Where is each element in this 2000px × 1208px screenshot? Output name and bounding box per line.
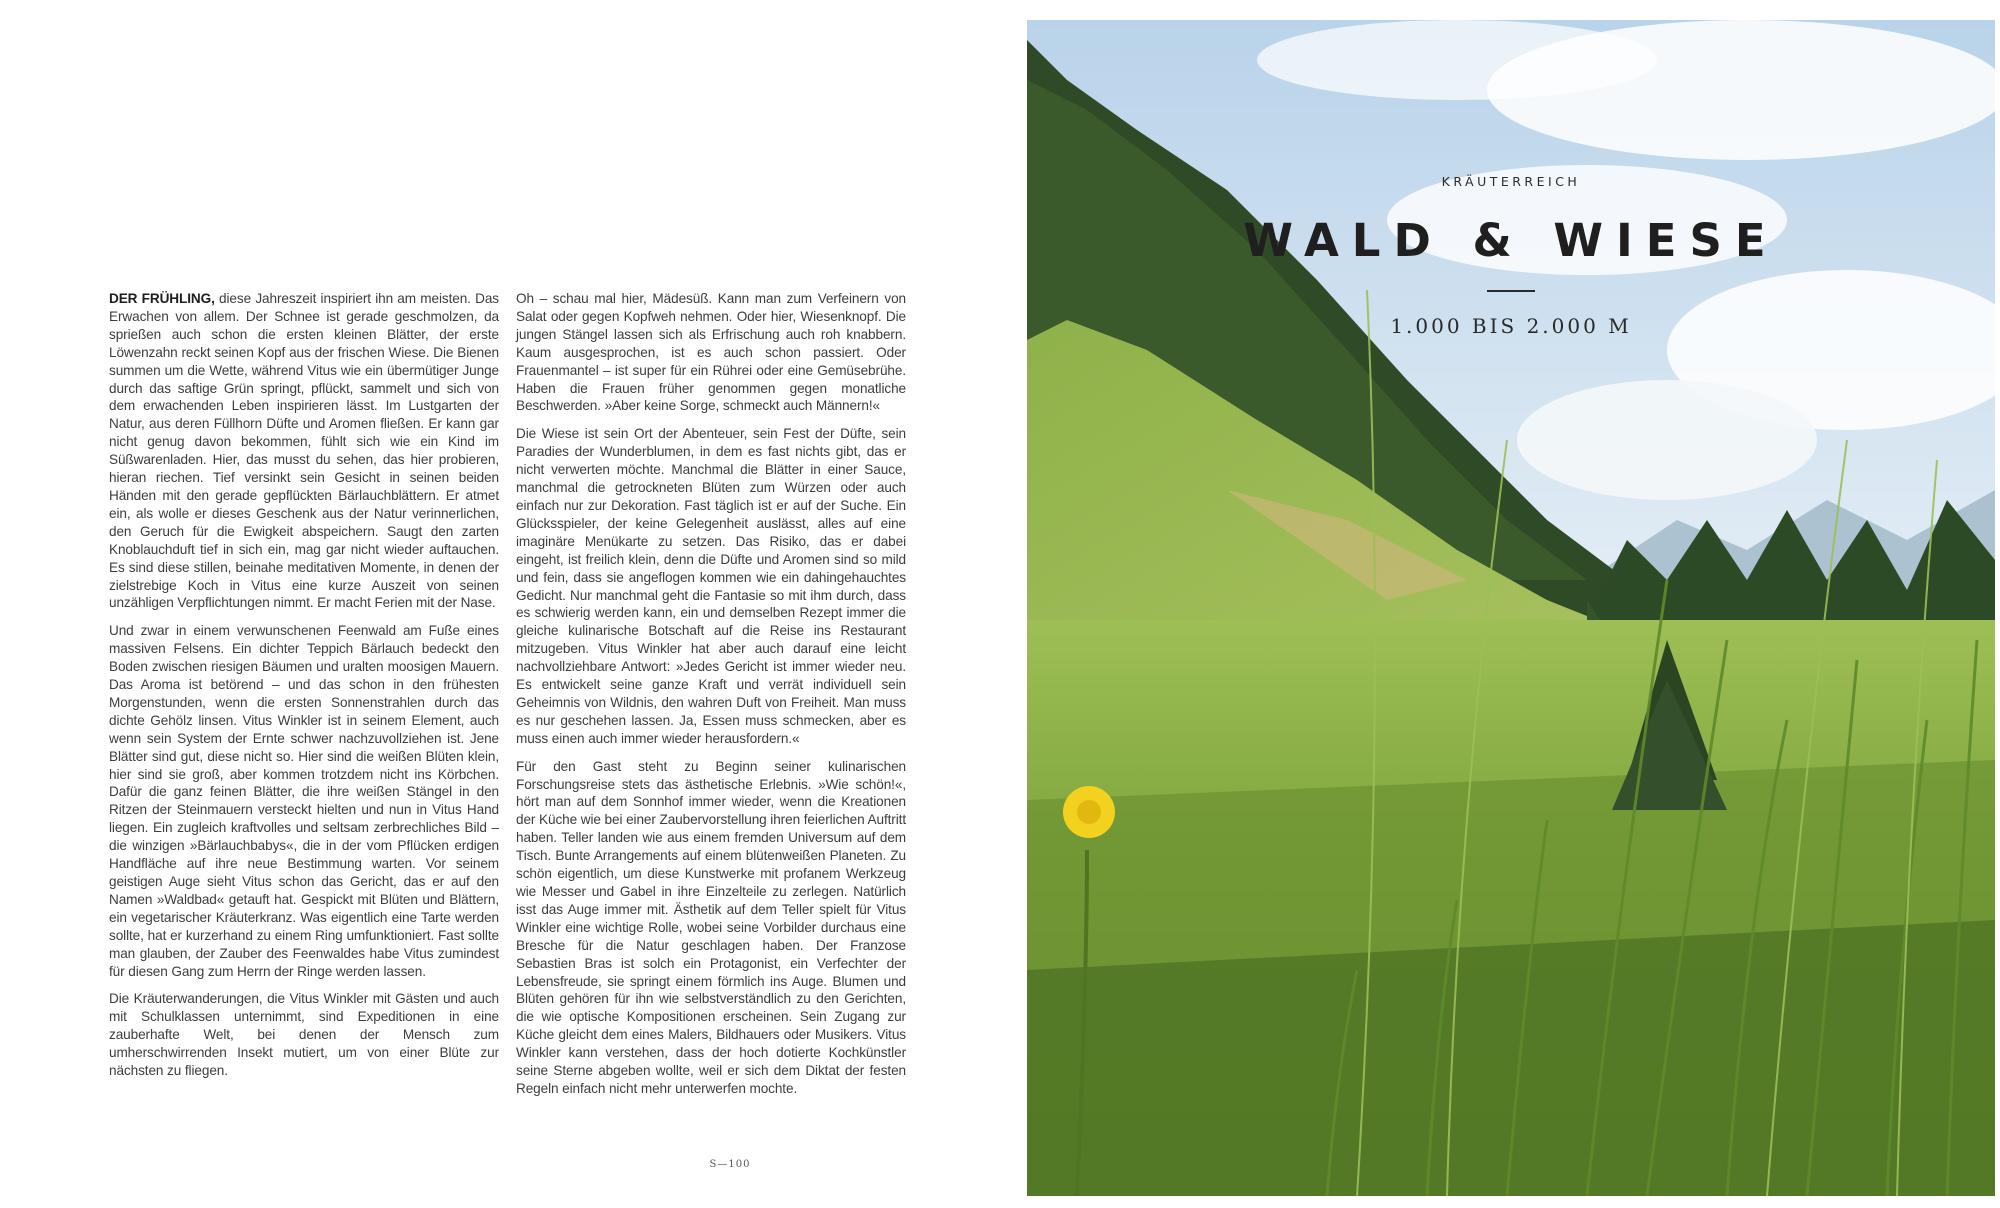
meadow-illustration — [1027, 20, 1995, 1196]
text-column-1 — [109, 290, 499, 1090]
meadow-photo — [1027, 20, 1995, 1196]
paragraph: Und zwar in einem verwunschenen Feenwald am Fuße eines massiven Felsens. Ein dichter Teppich Bärlauch bedeckt den Boden zwischen riesigen Bäumen und uralten moosigen Mauern. Das Aroma ist betörend – und das schon in den frühesten Morgenstunden, wenn die ersten Sonnenstrahlen durch das dichte Gehölz linsen. Vitus Winkler ist in seinem Element, auch wenn sein System der Ernte schwer nachzuvollziehen ist. Jene Blätter sind gut, diese nicht so. Hier sind die weißen Blüten klein, hier sind sie groß, aber kommen trotzdem nicht ins Körbchen. Dafür die ganz feinen Blätter, die ihre weißen Stängel in den Ritzen der Steinmauern versteckt hielten und nun in Vitus Hand liegen. Ein zugleich kraftvolles und seltsam zerbrechliches Bild – die winzigen »Bärlauchbabys«, die in der vom Pflücken erdigen Handfläche auf ihre neue Bestimmung warten. Vor seinem geistigen Auge sieht Vitus schon das Gericht, das er auf den Namen »Waldbad« getauft hat. Gespickt mit Blüten und Blättern, ein vegetarischer Kräuterkranz. Was eigentlich eine Tarte werden sollte, hat er kurzerhand zu einem Ring umfunktioniert. Fast sollte man glauben, der Zauber des Feenwaldes habe Vitus zumindest für diesen Gang zum Herrn der Ringe werden lassen. — [109, 623, 499, 979]
paragraph-text: diese Jahreszeit inspiriert ihn am meisten. Das Erwachen von allem. Der Schnee ist gerade geschmolzen, da sprießen auch schon die ersten kleinen Blätter, der erste Löwenzahn reckt seinen Kopf aus der frischen Wiese. Die Bienen summen um die Wette, während Vitus wie ein übermütiger Junge durch das saftige Grün springt, pflückt, sammelt und sich von dem erwachenden Leben inspirieren lässt. Im Lustgarten der Natur, aus deren Füllhorn Düfte und Aromen fließen. Er kann gar nicht genug davon bekommen, fühlt sich wie ein Kind im Süßwarenladen. Hier, das musst du sehen, das hier probieren, hieran riechen. Tief versinkt sein Gesicht in seinen beiden Händen mit den gerade gepflückten Bärlauchblättern. Er atmet ein, als wolle er dieses Geschenk aus der Natur verinnerlichen, den Geruch für die Ewigkeit abspeichern. Saugt den zarten Knoblauchduft tief in sich ein, mag gar nicht wieder auftauchen. Es sind diese stillen, beinahe meditativen Momente, in denen der zielstrebige Koch in Vitus eine kurze Auszeit von seinen unzähligen Verpflichtungen nimmt. Er macht Ferien mit der Nase. — [109, 291, 499, 611]
paragraph: Oh – schau mal hier, Mädesüß. Kann man zum Verfeinern von Salat oder gegen Kopfweh nehmen. Oder hier, Wiesenknopf. Die jungen Stängel lassen sich als Erfrischung auch roh knabbern. Kaum ausgesprochen, ist es auch schon passiert. Oder Frauenmantel – ist super für ein Rührei oder eine Gemüsebrühe. Haben die Frauen früher genommen gegen monatliche Beschwerden. »Aber keine Sorge, schmeckt auch Männern!« — [516, 291, 906, 414]
title-divider — [1487, 290, 1535, 292]
page-number: S—100 — [709, 1159, 751, 1170]
altitude-range: 1.000 BIS 2.000 M — [1390, 314, 1632, 338]
paragraph: Für den Gast steht zu Beginn seiner kulinarischen Forschungsreise stets das ästhetische Erlebnis. »Wie schön!«, hört man auf dem Sonnhof immer wieder, wenn die Kreationen der Küche wie bei einer Zaubervorstellung ihren feierlichen Auftritt haben. Teller landen wie aus einem fremden Universum auf dem Tisch. Bunte Arrangements auf einem blütenweißen Planeten. Zu schön eigentlich, um diese Kunstwerke mit profanem Werkzeug wie Messer und Gabel in ihre Einzelteile zu zerlegen. Natürlich isst das Auge immer mit. Ästhetik auf dem Teller spielt für Vitus Winkler eine wichtige Rolle, wobei seine Vorbilder durchaus eine Bresche für die Natur geschlagen haben. Der Franzose Sebastien Bras ist solch ein Protagonist, ein Verfechter der Lebensfreude, sie springt einem förmlich ins Auge. Blumen und Blüten gehören für ihn wie selbstverständlich zu den Gerichten, die wie optische Kompositionen erscheinen. Sein Zugang zur Küche gleicht dem eines Malers, Bildhauers oder Musikers. Vitus Winkler kann verstehen, dass der hoch dotierte Kochkünstler seine Sterne abgeben wollte, weil er sich dem Diktat der festen Regeln einfach nicht mehr unterwerfen mochte. — [516, 758, 906, 1096]
paragraph: Die Kräuterwanderungen, die Vitus Winkler mit Gästen und auch mit Schulklassen unternimmt, sind Expeditionen in eine zauberhafte Welt, bei denen der Mensch zum umherschwirrenden Insekt mutiert, um von einer Blüte zur nächsten zu fliegen. — [109, 991, 499, 1079]
text-column-2 — [516, 290, 906, 1108]
section-overline: KRÄUTERREICH — [1441, 174, 1581, 189]
lead-in: DER FRÜHLING, — [109, 291, 215, 306]
feature-title: WALD & WIESE — [1243, 214, 1779, 267]
paragraph — [109, 290, 499, 612]
paragraph: Die Wiese ist sein Ort der Abenteuer, sein Fest der Düfte, sein Paradies der Wunderblumen, in dem es fast nichts gibt, das er nicht verwerten möchte. Manchmal die Blätter in einer Sauce, manchmal die getrockneten Blüten zum Würzen oder auch einfach nur zur Dekoration. Fast täglich ist er auf der Suche. Ein Glücksspieler, der keine Gelegenheit auslässt, alles auf eine imaginäre Menükarte zu setzen. Das Risiko, das er dabei eingeht, ist freilich klein, denn die Düfte und Aromen sind so mild und fein, dass sie angeflogen kommen wie ein dahingehauchtes Gedicht. Nur manchmal geht die Fantasie so mit ihm durch, dass es schwierig werden kann, ein und demselben Rezept immer die gleiche kulinarische Botschaft auf die Reise ins Restaurant mitzugeben. Vitus Winkler hat aber auch darauf eine leicht nachvollziehbare Antwort: »Jedes Gericht ist immer wieder neu. Es entwickelt seine ganze Kraft und verrät individuell sein Geheimnis von Wildnis, den wahren Duft von Freiheit. Man muss es nur geschehen lassen. Ja, Essen muss schmecken, aber es muss einen auch immer wieder herausfordern.« — [516, 426, 906, 746]
